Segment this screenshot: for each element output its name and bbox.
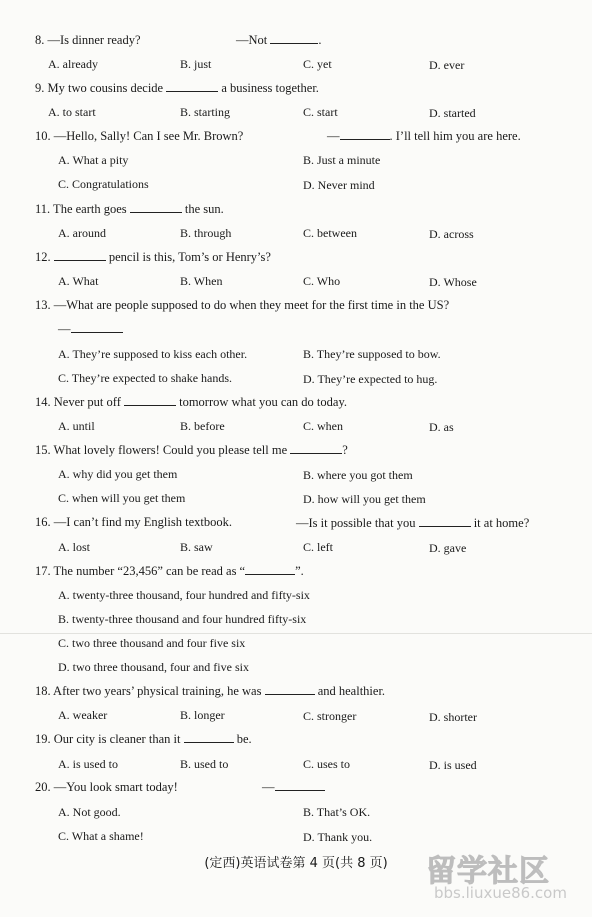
q14-option-b: B. before	[180, 419, 225, 433]
q9-option-c: C. start	[303, 105, 338, 119]
q9-option-b: B. starting	[180, 105, 230, 119]
q13-option-c: C. They’re expected to shake hands.	[58, 371, 233, 385]
q19-option-c: C. uses to	[303, 757, 351, 771]
q19-option-a: A. is used to	[58, 757, 118, 771]
q14-option-c: C. when	[303, 419, 343, 433]
question-20-reply: —	[262, 779, 325, 795]
q8-option-a: A. already	[48, 57, 98, 71]
q11-option-a: A. around	[58, 226, 106, 240]
q20-option-b: B. That’s OK.	[303, 805, 371, 819]
question-9-stem: 9. My two cousins decide a business together.	[35, 81, 319, 95]
question-11-stem: 11. The earth goes the sun.	[35, 202, 224, 216]
q12-option-c: C. Who	[303, 274, 341, 288]
question-10-stem: 10. —Hello, Sally! Can I see Mr. Brown?	[35, 129, 244, 143]
question-16-reply: —Is it possible that you it at home?	[296, 516, 530, 530]
question-17-stem: 17. The number “23,456” can be read as “ ”.	[35, 564, 304, 578]
q12-option-a: A. What	[58, 274, 99, 288]
q18-option-c: C. stronger	[303, 709, 357, 723]
question-19-stem: 19. Our city is cleaner than it be.	[35, 732, 252, 746]
q11-option-d: D. across	[429, 227, 474, 241]
watermark	[420, 846, 592, 912]
q10-option-a: A. What a pity	[58, 153, 129, 167]
q17-option-c: C. two three thousand and four five six	[58, 636, 246, 650]
q20-option-c: C. What a shame!	[58, 829, 144, 843]
q16-option-a: A. lost	[58, 540, 91, 554]
q9-option-d: D. started	[429, 106, 476, 120]
q16-option-b: B. saw	[180, 540, 213, 554]
q15-option-d: D. how will you get them	[303, 492, 426, 506]
q19-option-b: B. used to	[180, 757, 229, 771]
q15-option-a: A. why did you get them	[58, 467, 178, 481]
page-footer: (定西)英语试卷第 4 页(共 8 页)	[204, 856, 388, 871]
watermark-url: bbs.liuxue86.com	[434, 884, 567, 902]
q18-option-a: A. weaker	[58, 708, 108, 722]
q11-option-b: B. through	[180, 226, 232, 240]
q8-option-d: D. ever	[429, 58, 465, 72]
q8-option-c: C. yet	[303, 57, 332, 71]
q9-option-a: A. to start	[48, 105, 96, 119]
q14-option-d: D. as	[429, 420, 454, 434]
watermark-logo: 留学社区	[426, 854, 550, 889]
q10-option-c: C. Congratulations	[58, 177, 149, 191]
q20-option-d: D. Thank you.	[303, 830, 373, 844]
q20-option-a: A. Not good.	[58, 805, 121, 819]
q12-option-b: B. When	[180, 274, 223, 288]
question-8-reply: —Not .	[236, 33, 322, 47]
question-14-stem: 14. Never put off tomorrow what you can do today.	[35, 395, 348, 409]
question-15-stem: 15. What lovely flowers! Could you please tell me ?	[35, 443, 348, 457]
q18-option-b: B. longer	[180, 708, 225, 722]
q19-option-d: D. is used	[429, 758, 477, 772]
question-18-stem: 18. After two years’ physical training, he was and healthier.	[35, 684, 386, 698]
q13-option-b: B. They’re supposed to bow.	[303, 347, 441, 361]
question-16-stem: 16. —I can’t find my English textbook.	[35, 515, 232, 529]
question-12-stem: 12. pencil is this, Tom’s or Henry’s?	[35, 250, 271, 264]
q17-option-a: A. twenty-three thousand, four hundred and fifty-six	[58, 588, 310, 602]
q10-option-d: D. Never mind	[303, 178, 375, 192]
question-20-stem: 20. —You look smart today!	[35, 780, 178, 794]
q15-option-c: C. when will you get them	[58, 491, 186, 505]
q15-option-b: B. where you got them	[303, 468, 413, 482]
q16-option-c: C. left	[303, 540, 333, 554]
q11-option-c: C. between	[303, 226, 357, 240]
q17-option-b: B. twenty-three thousand and four hundred fifty-six	[58, 612, 307, 626]
q13-option-d: D. They’re expected to hug.	[303, 372, 438, 386]
q8-option-b: B. just	[180, 57, 212, 71]
q10-option-b: B. Just a minute	[303, 153, 381, 167]
q13-option-a: A. They’re supposed to kiss each other.	[58, 347, 248, 361]
q14-option-a: A. until	[58, 419, 95, 433]
question-10-reply: — . I’ll tell him you are here.	[327, 129, 521, 143]
q17-option-d: D. two three thousand, four and five six	[58, 660, 249, 674]
question-8-stem: 8. —Is dinner ready?	[35, 33, 141, 47]
page-fold-line	[0, 633, 592, 634]
question-13-reply: —	[58, 321, 123, 337]
q12-option-d: D. Whose	[429, 275, 477, 289]
question-13-stem: 13. —What are people supposed to do when they meet for the first time in the US?	[35, 298, 450, 312]
q16-option-d: D. gave	[429, 541, 467, 555]
q18-option-d: D. shorter	[429, 710, 477, 724]
